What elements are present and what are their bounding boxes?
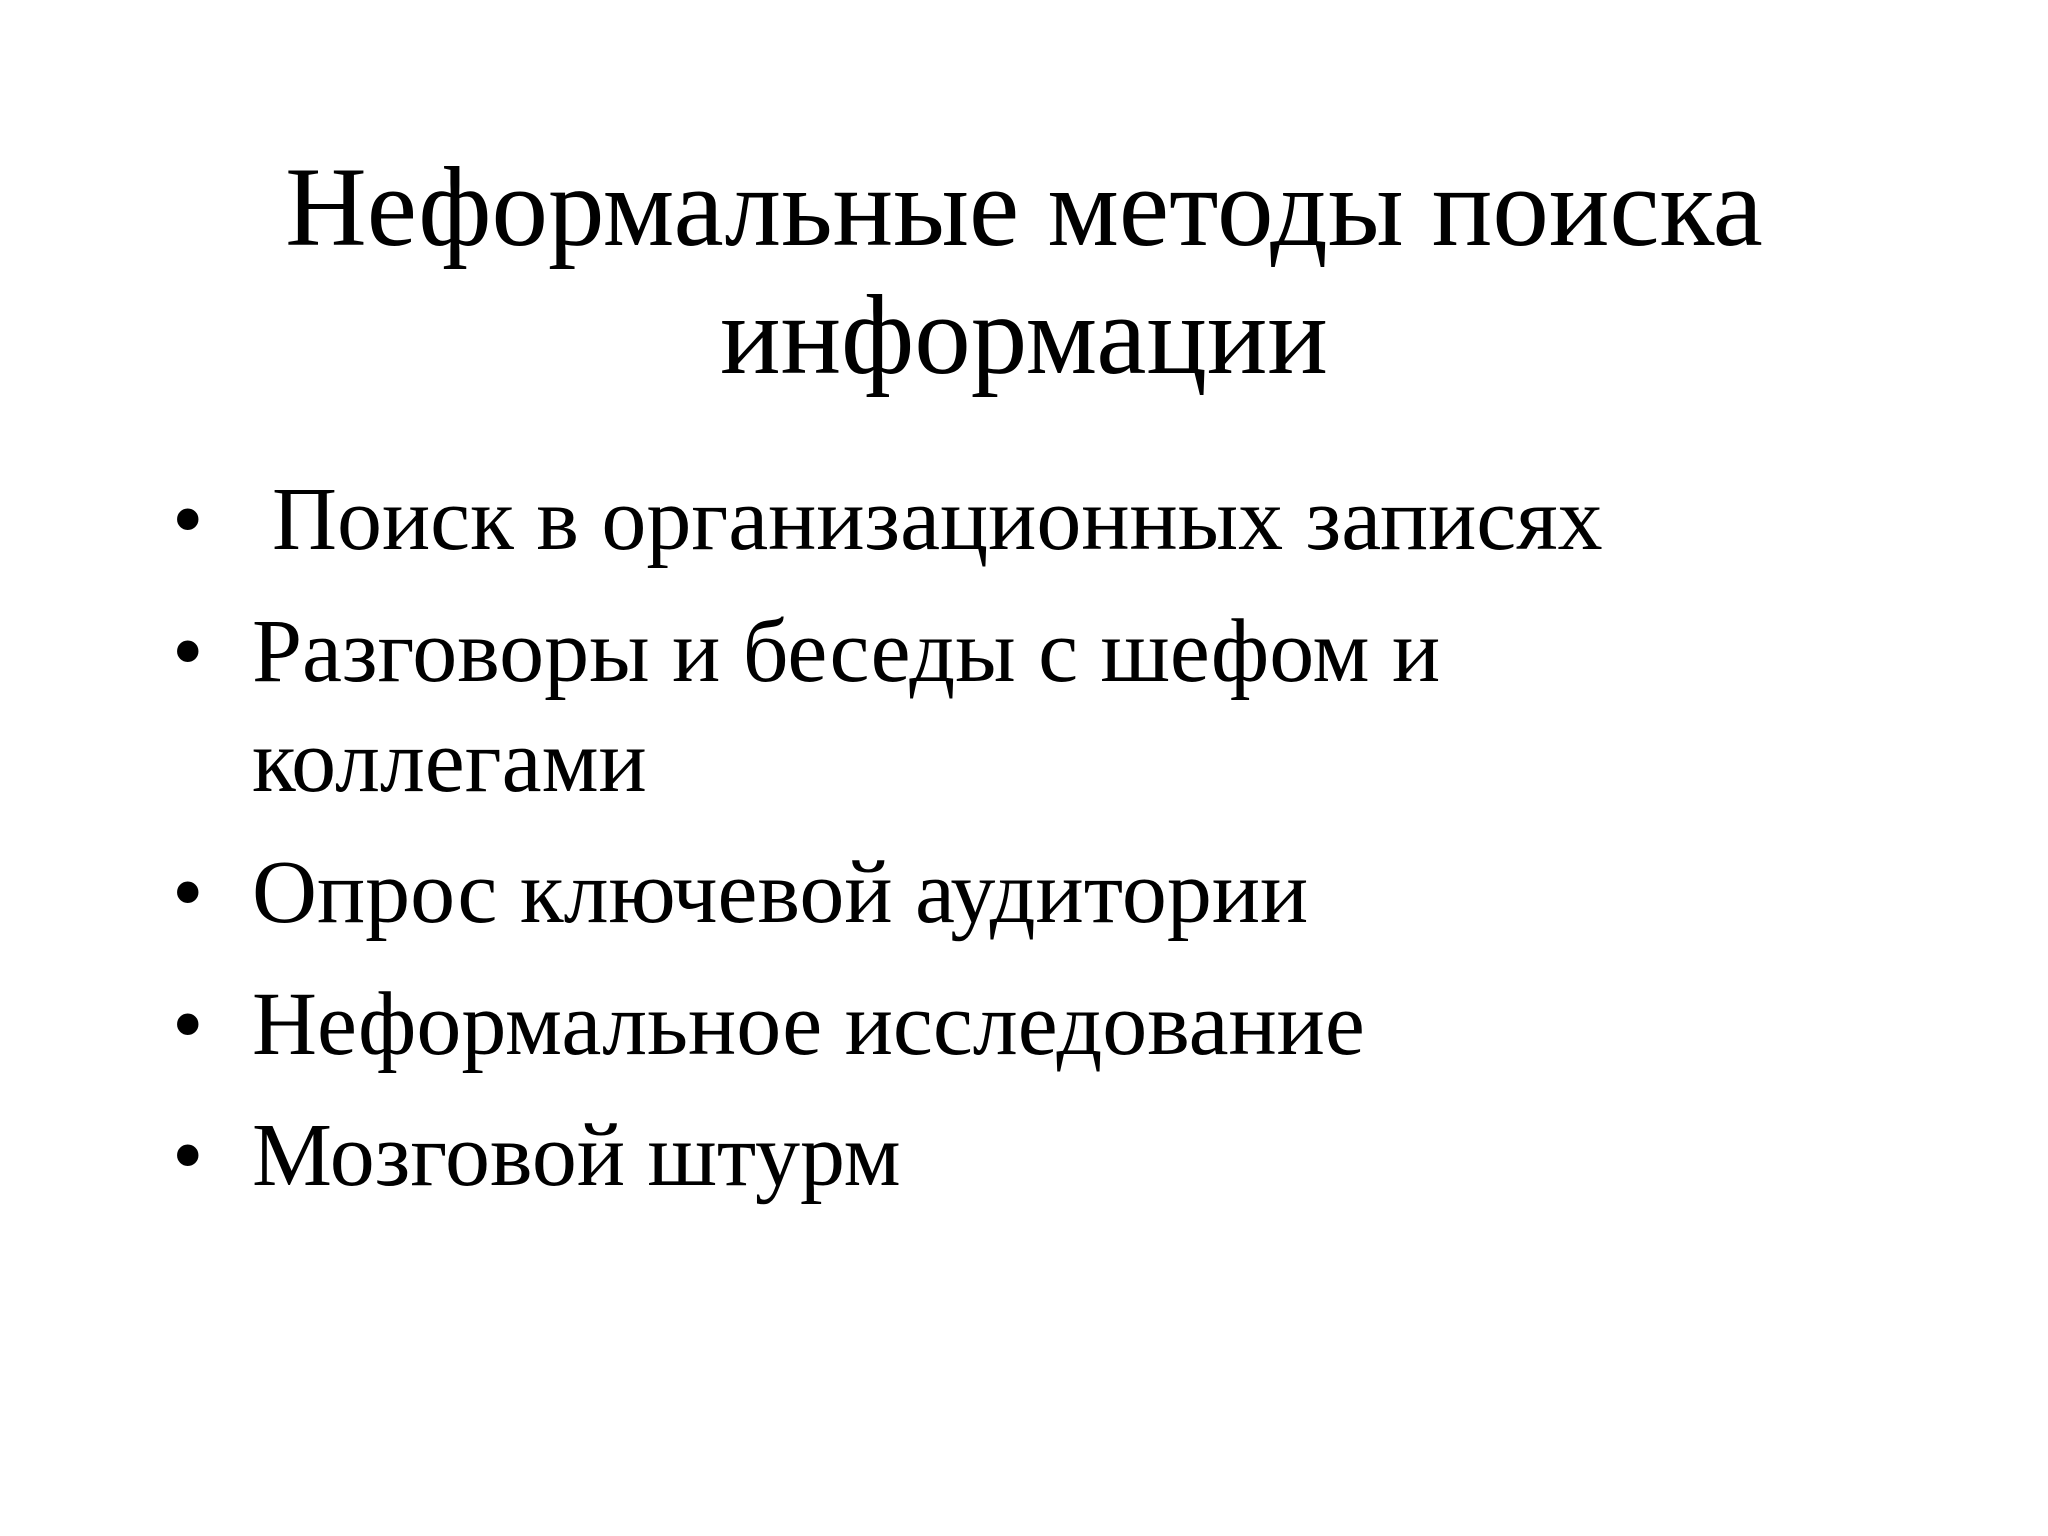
slide-title-line-1: Неформальные методы поиска [285, 145, 1763, 270]
bullet-item-text: Мозговой штурм [252, 1106, 901, 1205]
bullet-item-text: коллегами [252, 712, 647, 811]
bullet-dot-icon: • [172, 1106, 204, 1205]
bullet-dot-icon: • [172, 602, 204, 701]
bullet-item-text: Поиск в организационных записях [272, 470, 1603, 569]
bullet-item-text: Разговоры и беседы с шефом и [252, 602, 1441, 701]
bullet-dot-icon: • [172, 470, 204, 569]
bullet-dot-icon: • [172, 975, 204, 1074]
bullet-dot-icon: • [172, 843, 204, 942]
bullet-item-text: Неформальное исследование [252, 975, 1365, 1074]
slide-title-line-2: информации [720, 273, 1328, 398]
bullet-item-text: Опрос ключевой аудитории [252, 843, 1309, 942]
